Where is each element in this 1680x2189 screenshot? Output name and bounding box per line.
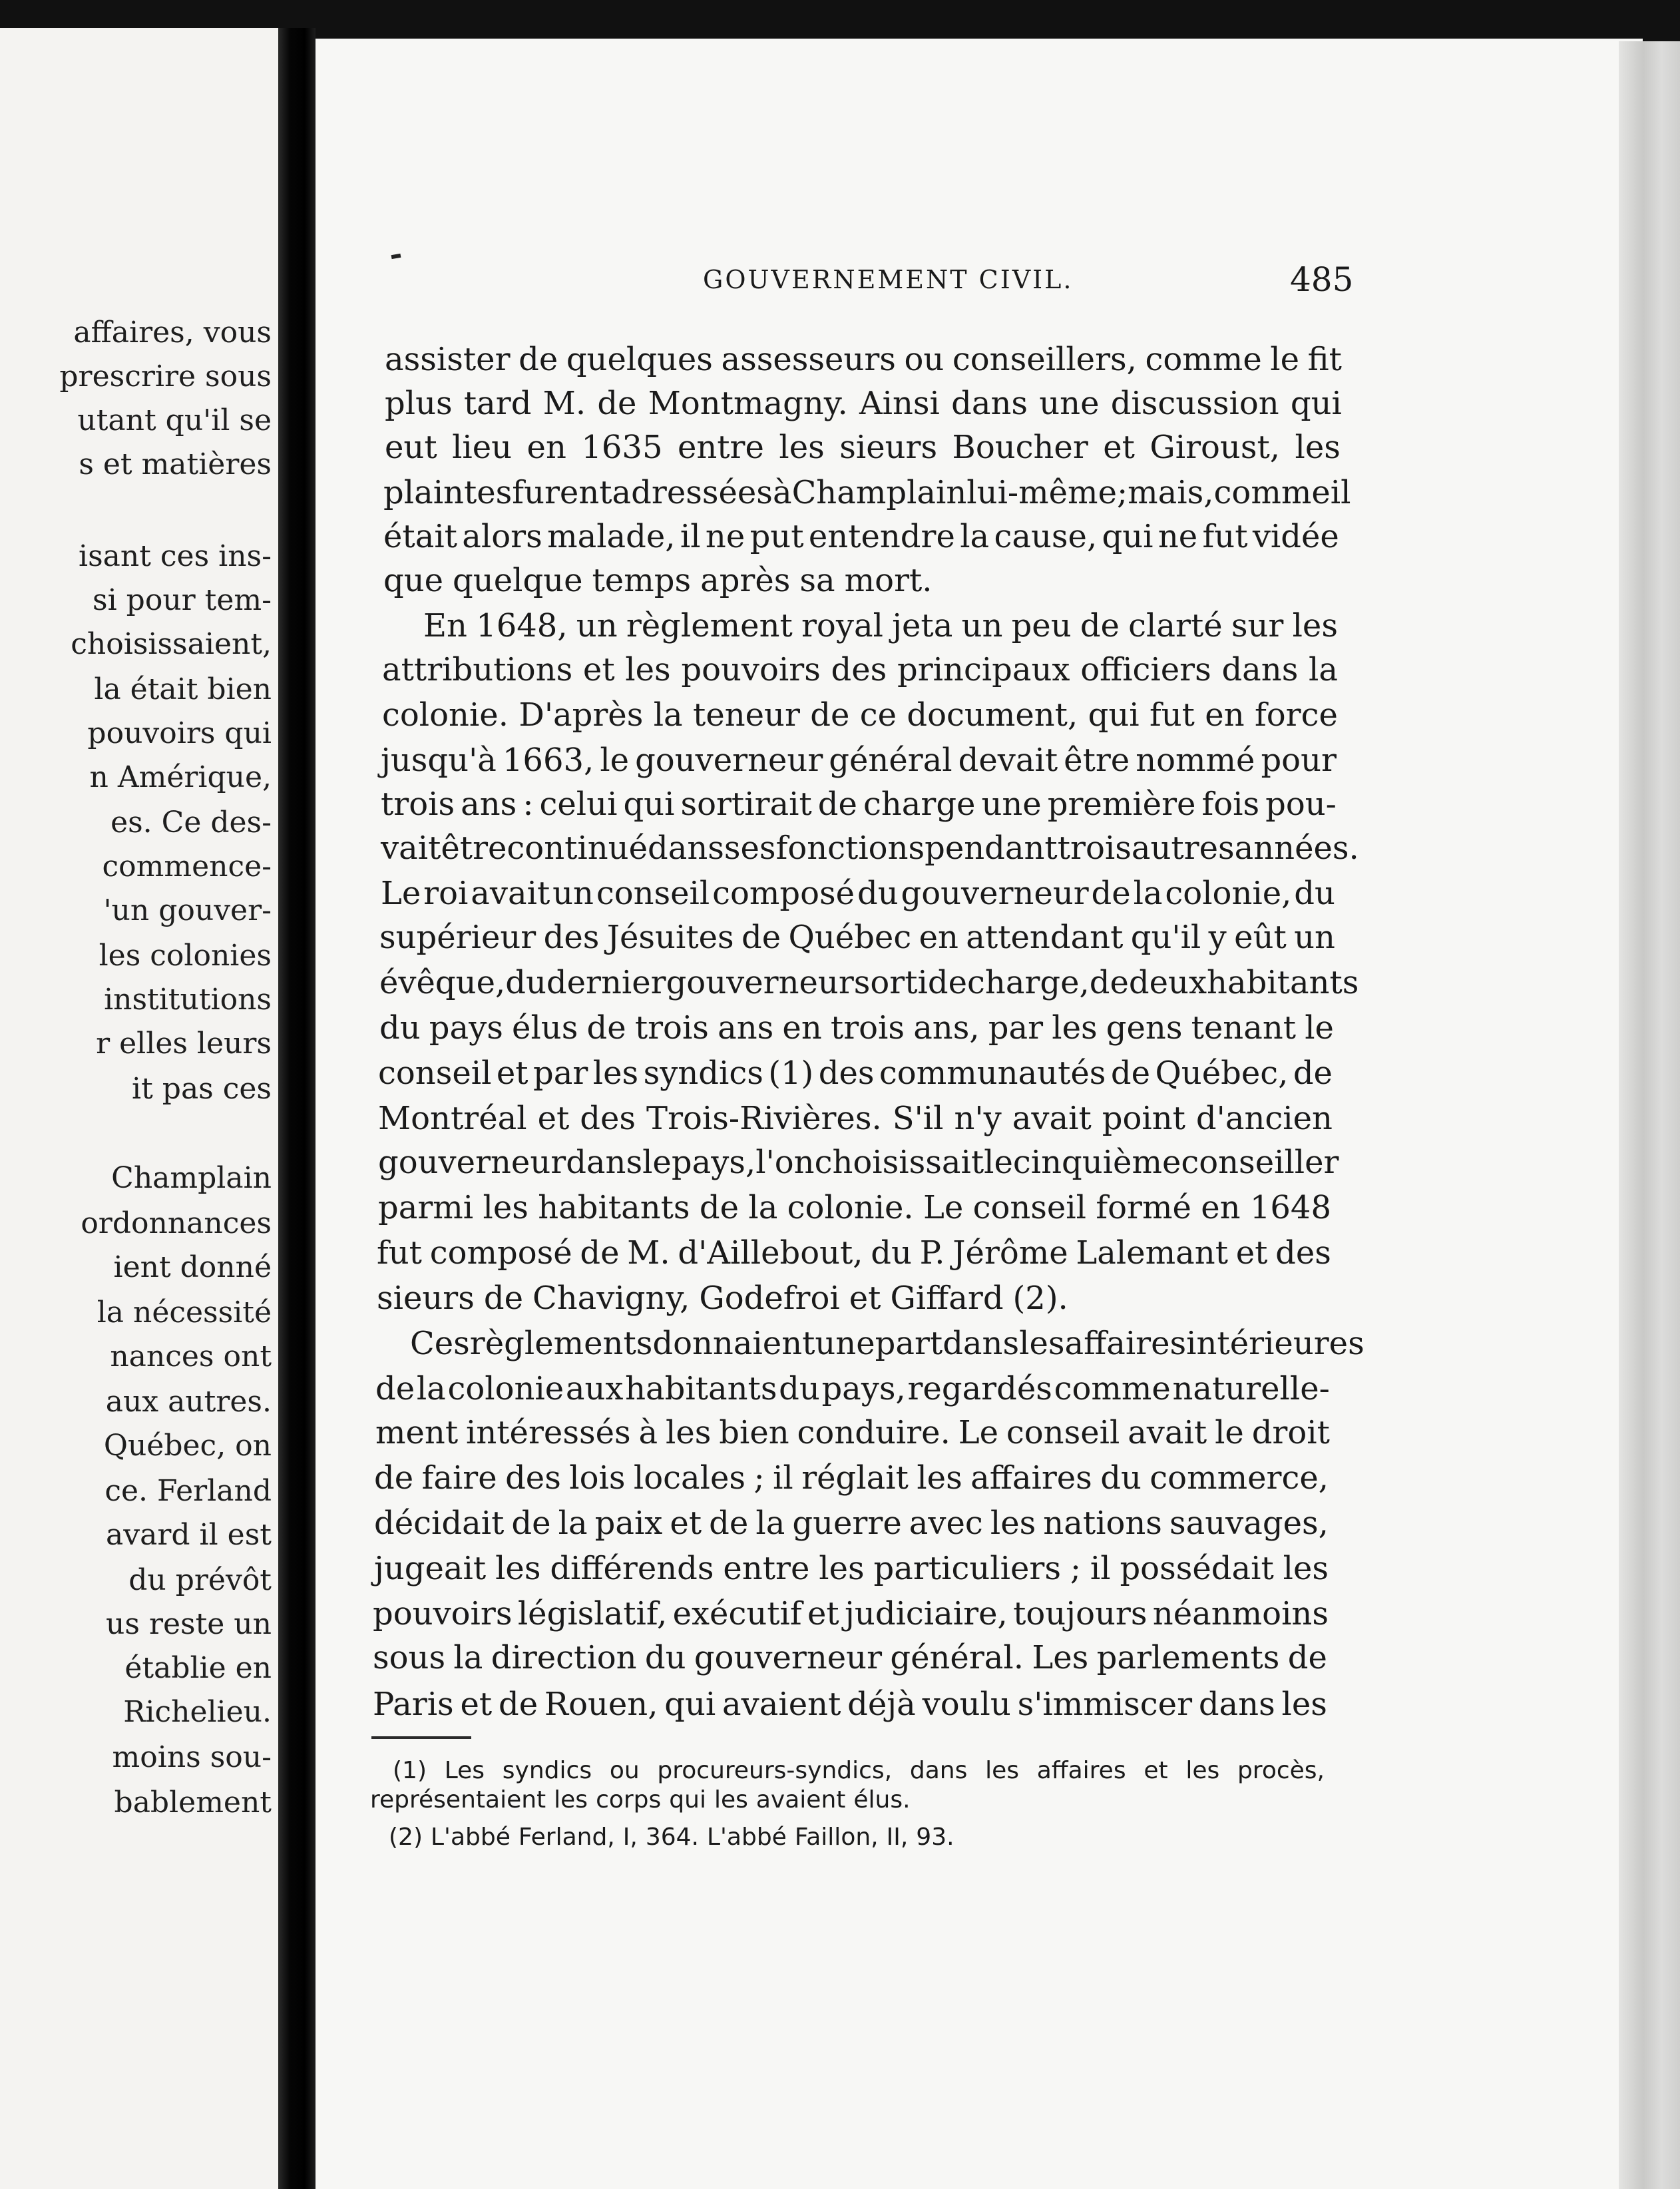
body-line: que quelque temps après sa mort.: [383, 562, 933, 599]
running-header: GOUVERNEMENT CIVIL.: [703, 265, 1074, 294]
left-page-line: commence-: [102, 850, 272, 883]
left-page-line: la était bien: [94, 672, 272, 706]
footnote-line: (1) Les syndics ou procureurs-syndics, dans les affaires et les procès,: [393, 1757, 1325, 1784]
left-page-line: Québec, on: [103, 1429, 272, 1463]
body-line: vait être continué dans ses fonctions pendant trois autres années.: [381, 830, 1359, 867]
left-page-line: 'un gouver-: [103, 893, 272, 927]
left-page-line: n Amérique,: [89, 760, 272, 794]
footnote-line: représentaient les corps qui les avaient élus.: [370, 1786, 911, 1814]
body-line: plus tard M. de Montmagny. Ainsi dans une discussion qui: [385, 385, 1342, 422]
left-page-line: prescrire sous: [59, 360, 272, 393]
body-line: supérieur des Jésuites de Québec en attendant qu'il y eût un: [379, 919, 1335, 956]
body-line: Ces règlements donnaient une part dans les affaires intérieures: [410, 1325, 1365, 1362]
body-line: était alors malade, il ne put entendre la cause, qui ne fut vidée: [383, 518, 1339, 555]
left-page-line: nances ont: [110, 1339, 272, 1373]
body-line: de la colonie aux habitants du pays, regardés comme naturelle-: [375, 1370, 1330, 1407]
left-page-line: aux autres.: [105, 1385, 272, 1419]
body-line: assister de quelques assesseurs ou conseillers, comme le fit: [385, 341, 1342, 378]
page-edge-shadow: [1619, 41, 1680, 2189]
left-page-line: isant ces ins-: [79, 539, 272, 573]
body-line: jusqu'à 1663, le gouverneur général devait être nommé pour: [381, 742, 1337, 779]
body-line: pouvoirs législatif, exécutif et judiciaire, toujours néanmoins: [373, 1595, 1329, 1632]
body-line: attributions et les pouvoirs des principaux officiers dans la: [382, 651, 1338, 688]
left-page-line: les colonies: [99, 939, 272, 973]
left-page-line: it pas ces: [132, 1072, 272, 1106]
left-page-line: es. Ce des-: [110, 806, 272, 840]
body-line: jugeait les différends entre les particuliers ; il possédait les: [374, 1550, 1329, 1587]
body-line: sieurs de Chavigny, Godefroi et Giffard (2).: [377, 1280, 1068, 1317]
page-number: 485: [1290, 260, 1354, 299]
left-page-line: Champlain: [111, 1161, 272, 1195]
left-page-line: si pour tem-: [93, 583, 272, 617]
body-line: Montréal et des Trois-Rivières. S'il n'y avait point d'ancien: [378, 1100, 1333, 1137]
body-line: Le roi avait un conseil composé du gouverneur de la colonie, du: [381, 875, 1335, 912]
left-page-line: avard il est: [106, 1518, 272, 1552]
left-page-line: pouvoirs qui: [87, 716, 272, 750]
left-page-line: moins sou-: [112, 1740, 272, 1774]
left-page-line: Richelieu.: [123, 1695, 272, 1729]
body-line: décidait de la paix et de la guerre avec les nations sauvages,: [374, 1505, 1329, 1542]
body-line: parmi les habitants de la colonie. Le conseil formé en 1648: [378, 1189, 1331, 1226]
left-page-line: institutions: [104, 983, 272, 1017]
left-page-line: choisissaient,: [71, 627, 272, 661]
footnote-line: (2) L'abbé Ferland, I, 364. L'abbé Faillon, II, 93.: [389, 1824, 954, 1851]
left-page-line: utant qu'il se: [77, 403, 272, 437]
body-line: fut composé de M. d'Aillebout, du P. Jérôme Lalemant et des: [377, 1234, 1331, 1272]
body-line: plaintes furent adressées à Champlain lui-même ; mais, comme il: [383, 474, 1351, 511]
body-line: de faire des lois locales ; il réglait les affaires du commerce,: [374, 1459, 1329, 1497]
left-page-line: du prévôt: [128, 1563, 272, 1597]
left-page-line: affaires, vous: [73, 316, 272, 350]
footnote-rule: [371, 1736, 471, 1739]
body-line: évêque, du dernier gouverneur sorti de charge, de deux habitants: [379, 964, 1359, 1001]
left-page-line: ient donné: [113, 1250, 272, 1284]
body-line: colonie. D'après la teneur de ce document, qui fut en force: [382, 696, 1338, 734]
body-line: sous la direction du gouverneur général. Les parlements de: [373, 1639, 1327, 1676]
left-page-line: ce. Ferland: [105, 1474, 272, 1508]
left-page-line: bablement: [114, 1786, 272, 1820]
left-page-line: us reste un: [106, 1607, 272, 1641]
left-page-line: s et matières: [79, 447, 272, 481]
left-page-fragment: [0, 28, 278, 2189]
left-page-line: établie en: [124, 1651, 272, 1685]
body-line: trois ans : celui qui sortirait de charge une première fois pou-: [381, 786, 1337, 823]
body-line: En 1648, un règlement royal jeta un peu de clarté sur les: [423, 607, 1338, 644]
left-page-line: r elles leurs: [96, 1027, 272, 1061]
body-line: gouverneur dans le pays, l'on choisissait le cinquième conseiller: [378, 1144, 1339, 1181]
body-line: du pays élus de trois ans en trois ans, par les gens tenant le: [379, 1009, 1334, 1047]
binding-gutter: [278, 28, 315, 2189]
body-line: ment intéressés à les bien conduire. Le conseil avait le droit: [375, 1414, 1330, 1451]
body-line: Paris et de Rouen, qui avaient déjà voulu s'immiscer dans les: [373, 1686, 1327, 1723]
body-line: conseil et par les syndics (1) des communautés de Québec, de: [378, 1055, 1333, 1092]
left-page-line: la nécessité: [97, 1296, 272, 1330]
body-line: eut lieu en 1635 entre les sieurs Boucher et Giroust, les: [385, 429, 1341, 466]
left-page-line: ordonnances: [81, 1206, 272, 1240]
